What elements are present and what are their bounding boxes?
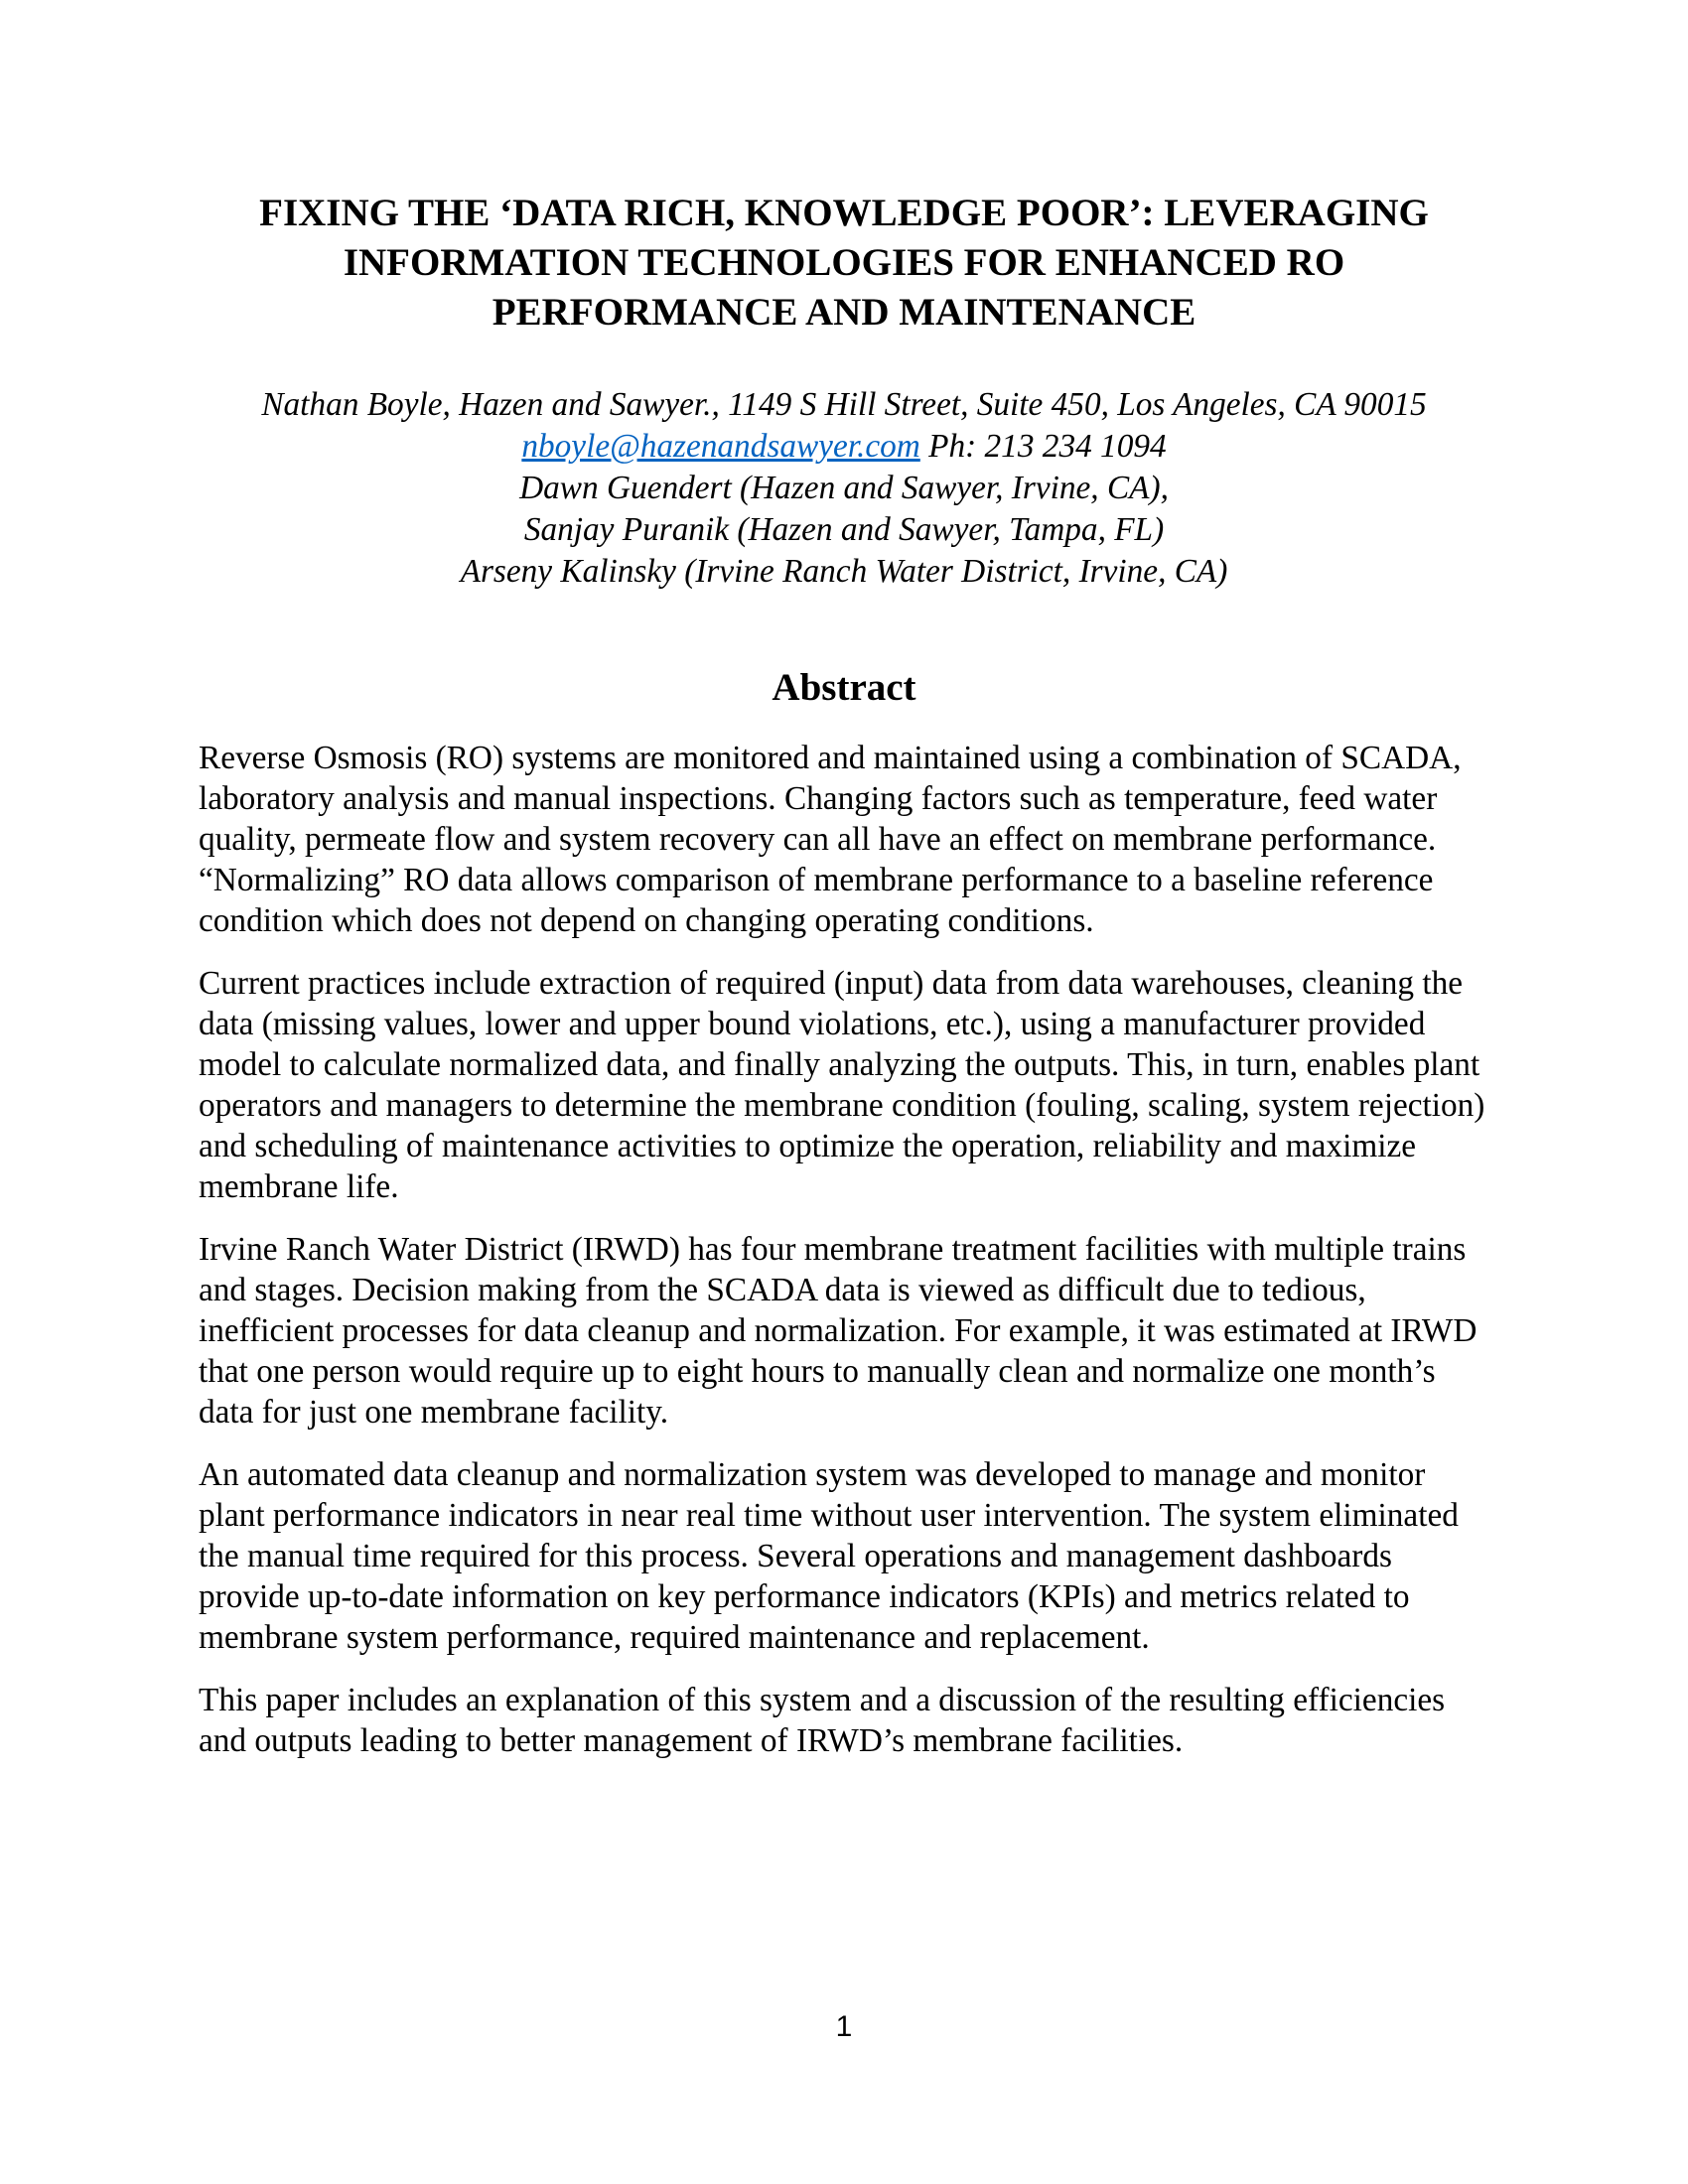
abstract-paragraph-2: Current practices include extraction of required (input) data from data warehouses, cleaning the data (missing values, lower and upper bound violations, etc.), using a manufacturer provided model to calculate normalized data, and finally analyzing the outputs. This, in turn, enables plant operators and managers to determine the membrane condition (fouling, scaling, system rejection) and scheduling of maintenance activities to optimize the operation, reliability and maximize membrane life. [199,965,1485,1205]
paper-title [199,189,1489,338]
phone-text: Ph: 213 234 1094 [919,428,1167,465]
paper-title-line-1: FIXING THE ‘DATA RICH, KNOWLEDGE POOR’: LEVERAGING [259,192,1429,234]
abstract-heading: Abstract [772,666,916,709]
page-footer [0,2010,1688,2044]
author-line-2: Dawn Guendert (Hazen and Sawyer, Irvine, CA), [519,470,1169,506]
abstract-paragraph-5: This paper includes an explanation of this system and a discussion of the resulting efficiencies and outputs leading to better management of IRWD’s membrane facilities. [199,1682,1446,1759]
author-line-4: Arseny Kalinsky (Irvine Ranch Water District, Irvine, CA) [460,553,1228,590]
email-link[interactable]: nboyle@hazenandsawyer.com [521,428,920,465]
paper-title-line-2: INFORMATION TECHNOLOGIES FOR ENHANCED RO [343,241,1345,284]
abstract-paragraph-3: Irvine Ranch Water District (IRWD) has four membrane treatment facilities with multiple trains and stages. Decision making from the SCADA data is viewed as difficult due to tedious, inefficient processes for data cleanup and normalization. For example, it was estimated at IRWD that one person would require up to eight hours to manually clean and normalize one month’s data for just one membrane facility. [199,1231,1477,1431]
abstract-paragraph-4: An automated data cleanup and normalization system was developed to manage and monitor plant performance indicators in near real time without user intervention. The system eliminated the manual time required for this process. Several operations and management dashboards provide up-to-date information on key performance indicators (KPIs) and metrics related to membrane system performance, required maintenance and replacement. [199,1456,1459,1656]
author-block [199,384,1489,593]
page-number: 1 [835,2010,853,2043]
abstract-body [199,738,1489,1761]
author-line-affiliation: Nathan Boyle, Hazen and Sawyer., 1149 S Hill Street, Suite 450, Los Angeles, CA 90015 [261,386,1427,423]
paper-title-line-3: PERFORMANCE AND MAINTENANCE [492,291,1196,334]
abstract-paragraph-1: Reverse Osmosis (RO) systems are monitored and maintained using a combination of SCADA, laboratory analysis and manual inspections. Changing factors such as temperature, feed water quality, permeate flow and system recovery can all have an effect on membrane performance. “Normalizing” RO data allows comparison of membrane performance to a baseline reference condition which does not depend on changing operating conditions. [199,740,1462,939]
author-line-3: Sanjay Puranik (Hazen and Sawyer, Tampa, FL) [523,511,1165,548]
author-line-contact [199,426,1489,468]
page-content [199,189,1489,1761]
